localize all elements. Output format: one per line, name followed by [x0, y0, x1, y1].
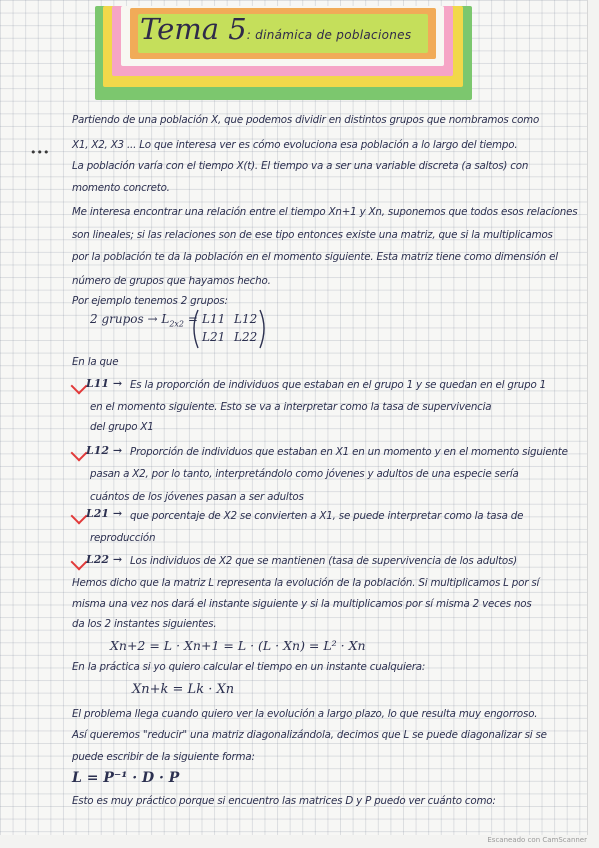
scanner-watermark: Escaneado con CamScanner [487, 836, 587, 844]
power-formula: Xn+k = Lk · Xn [132, 682, 235, 697]
text-line: Partiendo de una población X, que podemos dividir en distintos grupos que nombramos como [72, 114, 540, 126]
label-l12: L12 → [86, 444, 123, 457]
text-line: Por ejemplo tenemos 2 grupos: [72, 295, 228, 307]
matrix-l21: L21 [202, 330, 226, 344]
text-line: puede escribir de la siguiente forma: [72, 751, 255, 763]
text-line: número de grupos que hayamos hecho. [72, 275, 271, 287]
title-main: Tema 5 [140, 12, 247, 46]
diagonalization-formula: L = P⁻¹ · D · P [72, 770, 180, 786]
page-title [140, 12, 430, 52]
label-l11: L11 → [86, 377, 123, 390]
text-line: En la práctica si yo quiero calcular el tiempo en un instante cualquiera: [72, 661, 426, 673]
text-line: en el momento siguiente. Esto se va a interpretar como la tasa de supervivencia [90, 401, 492, 413]
text-line: La población varía con el tiempo X(t). El tiempo va a ser una variable discreta (a saltos) con [72, 160, 529, 172]
matrix-l11: L11 [202, 312, 226, 326]
label-l21: L21 → [86, 507, 123, 520]
text-line: que porcentaje de X2 se convierten a X1, se puede interpretar como la tasa de [130, 510, 524, 522]
text-line: El problema llega cuando quiero ver la evolución a largo plazo, lo que resulta muy engorroso. [72, 708, 538, 720]
margin-mark: ••• [30, 146, 50, 159]
groups-eq: = [184, 312, 198, 326]
groups-sub: 2x2 [169, 319, 185, 329]
text-line: misma una vez nos dará el instante siguiente y si la multiplicamos por sí misma 2 veces nos [72, 598, 532, 610]
groups-left: 2 grupos → L [90, 312, 170, 326]
text-line: por la población te da la población en el momento siguiente. Esta matriz tiene como dimensión el [72, 251, 558, 263]
matrix-l12: L12 [234, 312, 258, 326]
label-l22: L22 → [86, 553, 123, 566]
text-line: Es la proporción de individuos que estaban en el grupo 1 y se quedan en el grupo 1 [130, 379, 546, 391]
text-line: del grupo X1 [90, 421, 154, 433]
text-line: cuántos de los jóvenes pasan a ser adultos [90, 491, 304, 503]
title-sub: : dinámica de poblaciones [246, 28, 412, 42]
text-line: Así queremos "reducir" una matriz diagonalizándola, decimos que L se puede diagonalizar si se [72, 729, 547, 741]
text-line: Proporción de individuos que estaban en X1 en un momento y en el momento siguiente [130, 446, 568, 458]
text-line: Me interesa encontrar una relación entre el tiempo Xn+1 y Xn, suponemos que todos esos relaciones [72, 206, 578, 218]
text-line: En la que [72, 356, 119, 368]
text-line: Esto es muy práctico porque si encuentro las matrices D y P puedo ver cuánto como: [72, 795, 496, 807]
text-line: momento concreto. [72, 182, 170, 194]
matrix-l22: L22 [234, 330, 258, 344]
recurrence-formula: Xn+2 = L · Xn+1 = L · (L · Xn) = L² · Xn [110, 638, 366, 653]
text-line: reproducción [90, 532, 156, 544]
groups-formula [90, 312, 198, 328]
text-line: son lineales; si las relaciones son de ese tipo entonces existe una matriz, que si la multiplicamos [72, 229, 553, 241]
text-line: Los individuos de X2 que se mantienen (tasa de supervivencia de los adultos) [130, 555, 517, 567]
text-line: da los 2 instantes siguientes. [72, 618, 217, 630]
text-line: X1, X2, X3 ... Lo que interesa ver es cómo evoluciona esa población a lo largo del tiempo. [72, 139, 518, 151]
text-line: pasan a X2, por lo tanto, interpretándolo como jóvenes y adultos de una especie sería [90, 468, 519, 480]
text-line: Hemos dicho que la matriz L representa la evolución de la población. Si multiplicamos L por sí [72, 577, 540, 589]
